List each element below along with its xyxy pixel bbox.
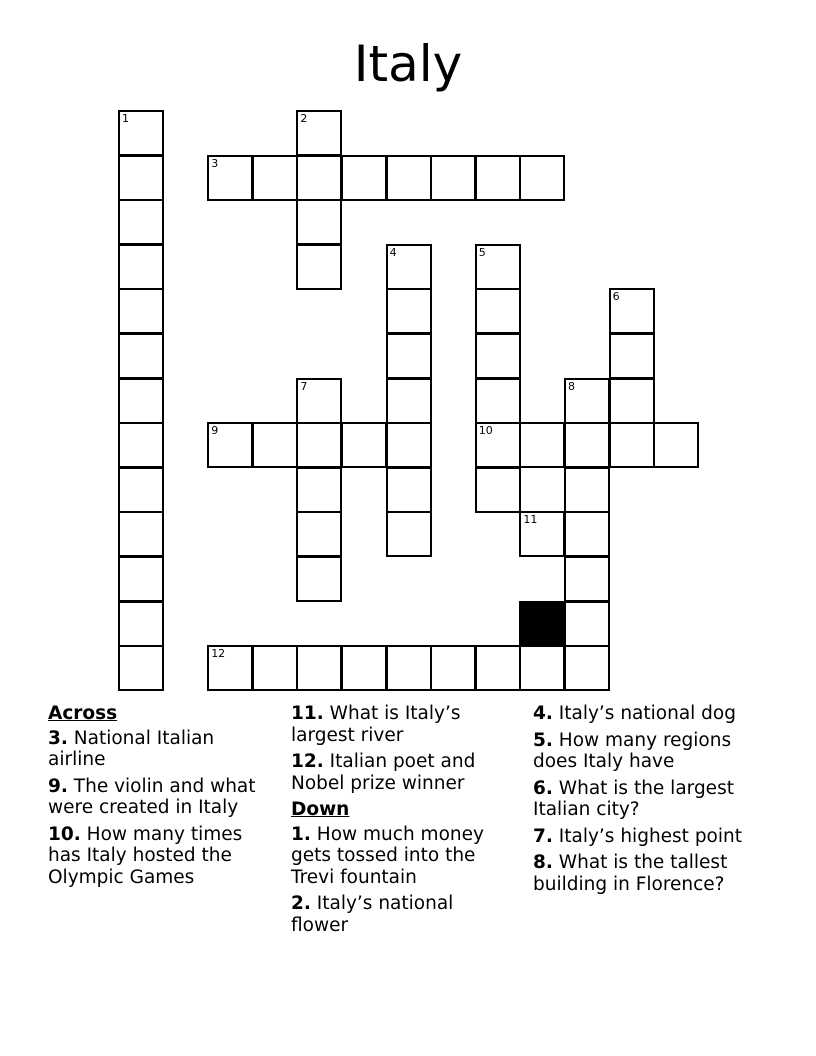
- grid-cell[interactable]: [609, 333, 655, 379]
- grid-cell[interactable]: [118, 333, 164, 379]
- across-heading: Across: [48, 703, 118, 724]
- grid-cell[interactable]: [386, 288, 432, 334]
- grid-cell[interactable]: [475, 422, 521, 468]
- cell-number: 11: [523, 513, 538, 527]
- grid-cell[interactable]: [252, 645, 298, 691]
- grid-cell[interactable]: [118, 556, 164, 602]
- clue-column-2: [291, 703, 516, 941]
- grid-cell[interactable]: [341, 645, 387, 691]
- clue-down-1[interactable]: 1. How much money gets tossed into the Trevi fountain: [291, 823, 484, 888]
- grid-cell[interactable]: [118, 601, 164, 647]
- clue-across-9[interactable]: 9. The violin and what were created in Italy: [48, 775, 256, 818]
- clue-down-5[interactable]: 5. How many regions does Italy have: [533, 729, 732, 772]
- grid-cell[interactable]: [296, 511, 342, 557]
- clue-across-3[interactable]: 3. National Italian airline: [48, 727, 215, 770]
- grid-cell[interactable]: [564, 422, 610, 468]
- cell-number: 5: [478, 245, 486, 259]
- cell-number: 6: [612, 290, 620, 304]
- grid-cell[interactable]: [564, 378, 610, 424]
- grid-cell[interactable]: [519, 511, 565, 557]
- grid-cell[interactable]: [475, 155, 521, 201]
- grid-cell[interactable]: [296, 422, 342, 468]
- grid-cell[interactable]: [386, 244, 432, 290]
- grid-black-cell: [519, 601, 565, 647]
- grid-cell[interactable]: [207, 155, 253, 201]
- grid-cell[interactable]: [207, 422, 253, 468]
- grid-cell[interactable]: [519, 155, 565, 201]
- grid-cell[interactable]: [564, 511, 610, 557]
- grid-cell[interactable]: [609, 288, 655, 334]
- grid-cell[interactable]: [207, 645, 253, 691]
- grid-cell[interactable]: [564, 645, 610, 691]
- grid-cell[interactable]: [609, 378, 655, 424]
- grid-cell[interactable]: [386, 155, 432, 201]
- clue-down-6[interactable]: 6. What is the largest Italian city?: [533, 777, 734, 820]
- grid-cell[interactable]: [386, 333, 432, 379]
- grid-cell[interactable]: [296, 110, 342, 156]
- clue-down-8[interactable]: 8. What is the tallest building in Florence?: [533, 852, 728, 895]
- grid-cell[interactable]: [519, 645, 565, 691]
- cell-number: 3: [211, 156, 219, 170]
- clue-column-3: [533, 703, 758, 900]
- grid-cell[interactable]: [386, 422, 432, 468]
- grid-cell[interactable]: [118, 244, 164, 290]
- grid-cell[interactable]: [296, 244, 342, 290]
- down-heading: Down: [291, 799, 350, 820]
- grid-cell[interactable]: [386, 467, 432, 513]
- puzzle-title: Italy: [353, 35, 463, 93]
- grid-cell[interactable]: [386, 645, 432, 691]
- grid-cell[interactable]: [118, 467, 164, 513]
- grid-cell[interactable]: [386, 511, 432, 557]
- grid-cell[interactable]: [252, 155, 298, 201]
- grid-cell[interactable]: [564, 601, 610, 647]
- grid-cell[interactable]: [296, 467, 342, 513]
- grid-cell[interactable]: [118, 422, 164, 468]
- cell-number: 7: [300, 379, 308, 393]
- clue-down-7[interactable]: 7. Italy’s highest point: [533, 825, 742, 847]
- grid-cell[interactable]: [252, 422, 298, 468]
- grid-cell[interactable]: [296, 556, 342, 602]
- grid-cell[interactable]: [118, 155, 164, 201]
- grid-cell[interactable]: [653, 422, 699, 468]
- cell-number: 10: [478, 424, 493, 438]
- grid-cell[interactable]: [118, 511, 164, 557]
- grid-cell[interactable]: [296, 378, 342, 424]
- grid-cell[interactable]: [430, 645, 476, 691]
- grid-cell[interactable]: [475, 378, 521, 424]
- grid-cell[interactable]: [341, 422, 387, 468]
- clue-column-1: [48, 703, 273, 893]
- clue-down-4[interactable]: 4. Italy’s national dog: [533, 703, 736, 724]
- grid-cell[interactable]: [118, 378, 164, 424]
- clue-down-2[interactable]: 2. Italy’s national flower: [291, 893, 454, 936]
- grid-cell[interactable]: [475, 333, 521, 379]
- clue-across-11[interactable]: 11. What is Italy’s largest river: [291, 703, 461, 746]
- grid-cell[interactable]: [475, 288, 521, 334]
- grid-cell[interactable]: [386, 378, 432, 424]
- grid-cell[interactable]: [430, 155, 476, 201]
- grid-cell[interactable]: [118, 110, 164, 156]
- cell-number: 2: [300, 112, 308, 125]
- grid-cell[interactable]: [564, 467, 610, 513]
- cell-number: 4: [389, 245, 397, 259]
- grid-cell[interactable]: [519, 422, 565, 468]
- cell-number: 8: [568, 379, 575, 393]
- cell-number: 9: [211, 424, 219, 438]
- grid-cell[interactable]: [475, 244, 521, 290]
- clue-across-12[interactable]: 12. Italian poet and Nobel prize winner: [291, 751, 476, 794]
- cell-number: 12: [211, 647, 226, 661]
- clue-across-10[interactable]: 10. How many times has Italy hosted the Olympic Games: [48, 823, 243, 888]
- grid-cell[interactable]: [118, 199, 164, 245]
- grid-cell[interactable]: [564, 556, 610, 602]
- grid-cell[interactable]: [296, 199, 342, 245]
- grid-cell[interactable]: [296, 155, 342, 201]
- cell-number: 1: [122, 112, 129, 125]
- grid-cell[interactable]: [475, 645, 521, 691]
- grid-cell[interactable]: [296, 645, 342, 691]
- grid-cell[interactable]: [341, 155, 387, 201]
- grid-cell[interactable]: [609, 422, 655, 468]
- grid-cell[interactable]: [475, 467, 521, 513]
- grid-cell[interactable]: [118, 288, 164, 334]
- grid-cell[interactable]: [118, 645, 164, 691]
